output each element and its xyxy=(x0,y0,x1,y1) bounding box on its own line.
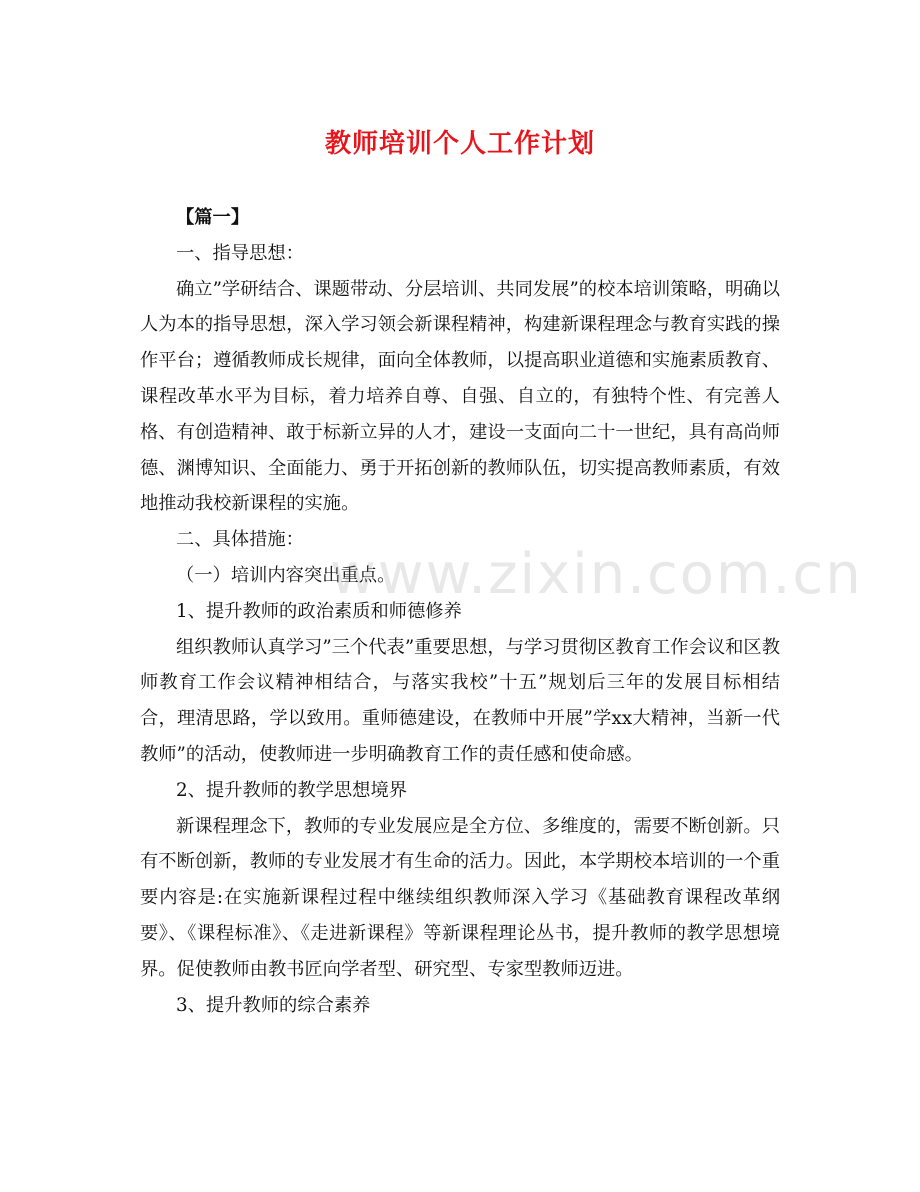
list-item-heading: 1、提升教师的政治素质和师德修养 xyxy=(176,600,462,622)
list-item-heading: 2、提升教师的教学思想境界 xyxy=(176,779,408,801)
document-body xyxy=(140,200,780,1023)
body-paragraph: 确立”学研结合、课题带动、分层培训、共同发展”的校本培训策略，明确以人为本的指导思想，深入学习领会新课程精神，构建新课程理念与教育实践的操作平台；遵循教师成长规律，面向全体教师，以提高职业道德和实施素质教育、课程改革水平为目标，着力培养自尊、自强、自立的，有独特个性、有完善人格、有创造精神、敢于标新立异的人才，建设一支面向二十一世纪，具有高尚师德、渊博知识、全面能力、勇于开拓创新的教师队伍，切实提高教师素质，有效地推动我校新课程的实施。 xyxy=(140,278,780,515)
watermark-text: www.zixin.com.cn xyxy=(330,542,863,607)
list-item-heading: 3、提升教师的综合素养 xyxy=(176,994,371,1016)
section-heading: 【篇一】 xyxy=(176,207,250,228)
body-paragraph: 组织教师认真学习”三个代表”重要思想，与学习贯彻区教育工作会议和区教师教育工作会议精神相结合，与落实我校”十五”规划后三年的发展目标相结合，理清思路，学以致用。重师德建设，在教师中开展”学xx大精神，当新一代教师”的活动，使教师进一步明确教育工作的责任感和使命感。 xyxy=(140,636,780,765)
subheading: （一）培训内容突出重点。 xyxy=(176,564,396,586)
document-title: 教师培训个人工作计划 xyxy=(324,129,595,159)
subheading: 一、指导思想： xyxy=(176,242,304,264)
subheading: 二、具体措施： xyxy=(176,529,304,551)
body-paragraph: 新课程理念下，教师的专业发展应是全方位、多维度的，需要不断创新。只有不断创新，教师的专业发展才有生命的活力。因此，本学期校本培训的一个重要内容是:在实施新课程过程中继续组织教师深入学习《基础教育课程改革纲要》、《课程标准》、《走进新课程》等新课程理论丛书，提升教师的教学思想境界。促使教师由教书匠向学者型、研究型、专家型教师迈进。 xyxy=(140,815,780,980)
